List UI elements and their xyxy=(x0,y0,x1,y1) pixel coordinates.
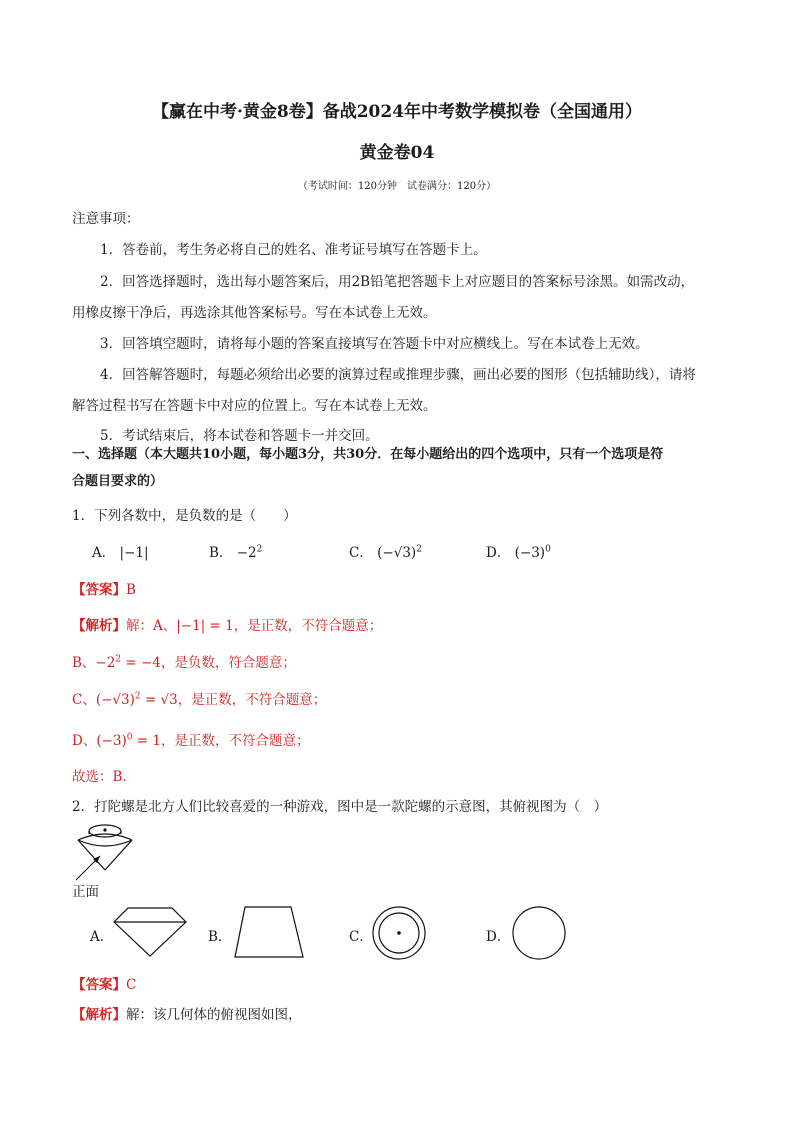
exam-info: （考试时间：120分钟 试卷满分：120分） xyxy=(297,181,497,192)
analysis-lead: 解：A、 xyxy=(126,618,177,634)
analysis-exponent: 2 xyxy=(134,691,141,702)
q2-option-d-label: D． xyxy=(486,929,511,945)
analysis-lead: B、 xyxy=(72,655,96,671)
answer-tag: 【答案】 xyxy=(72,582,126,598)
option-exponent: 2 xyxy=(256,544,263,555)
option-label: B． xyxy=(209,545,233,561)
analysis-exponent: 0 xyxy=(126,732,133,743)
q2-stem: 2．打陀螺是北方人们比较喜爱的一种游戏，图中是一款陀螺的示意图，其俯视图为（ ） xyxy=(72,799,608,815)
analysis-lead: C、 xyxy=(72,692,96,708)
answer-value: C xyxy=(126,977,137,993)
analysis-text: ，是正数，不符合题意； xyxy=(160,733,310,749)
q1-analysis-line-d xyxy=(72,729,309,749)
analysis-text: ，是正数，不符合题意； xyxy=(233,618,383,634)
notice-item-4b: 解答过程书写在答题卡中对应的位置上。写在本试卷上无效。 xyxy=(72,398,437,414)
analysis-tag: 【解析】 xyxy=(72,1007,126,1023)
figure-label-front: 正面 xyxy=(72,884,99,900)
answer-tag: 【答案】 xyxy=(72,977,126,993)
option-expression: −2 xyxy=(236,545,257,561)
q1-answer xyxy=(72,578,136,598)
notice-item-2a: 2．回答选择题时，选出每小题答案后，用2B铅笔把答题卡上对应题目的答案标号涂黑。如需改动， xyxy=(100,274,695,290)
q2-analysis xyxy=(72,1003,302,1023)
q1-analysis-line-c xyxy=(72,688,326,708)
analysis-lead: D、 xyxy=(72,733,97,749)
analysis-exponent: 2 xyxy=(115,654,122,665)
q2-option-b-label: B． xyxy=(208,929,232,945)
analysis-expression: (−√3) xyxy=(95,692,135,708)
analysis-tag: 【解析】 xyxy=(72,618,126,634)
analysis-expression-result: = 1 xyxy=(132,733,161,749)
option-expression: (−√3) xyxy=(377,545,417,561)
analysis-expression: |−1| = 1 xyxy=(176,618,234,634)
notice-item-1: 1．答卷前，考生务必将自己的姓名、准考证号填写在答题卡上。 xyxy=(100,242,487,258)
q1-conclusion: 故选：B． xyxy=(72,769,136,785)
option-label: C． xyxy=(349,545,373,561)
option-label: A． xyxy=(92,545,116,561)
analysis-expression: (−3) xyxy=(96,733,127,749)
option-expression: |−1| xyxy=(119,545,149,561)
q1-option-c xyxy=(349,541,422,561)
paper-subtitle: 黄金卷04 xyxy=(359,143,435,163)
option-exponent: 2 xyxy=(416,544,422,555)
q2-option-a-figure xyxy=(112,905,188,959)
option-expression: (−3) xyxy=(514,545,546,561)
q1-stem: 1．下列各数中，是负数的是（ ） xyxy=(72,508,297,524)
notice-item-3: 3．回答填空题时，请将每小题的答案直接填写在答题卡中对应横线上。写在本试卷上无效。 xyxy=(100,336,649,352)
q2-answer xyxy=(72,973,136,993)
q1-analysis-line-b xyxy=(72,651,296,671)
section-heading-a: 一、选择题（本大题共10小题，每小题3分，共30分．在每小题给出的四个选项中，只有一个选项是符 xyxy=(72,447,664,462)
analysis-text: ，是负数，符合题意； xyxy=(160,655,296,671)
analysis-expression-result: = √3 xyxy=(140,692,178,708)
analysis-text: ，是正数，不符合题意； xyxy=(177,692,327,708)
q1-option-b xyxy=(209,541,262,561)
notice-item-4a: 4．回答解答题时，每题必须给出必要的演算过程或推理步骤，画出必要的图形（包括辅助线），请将 xyxy=(100,367,696,383)
q2-option-c-label: C． xyxy=(349,929,373,945)
notice-item-5: 5．考试结束后，将本试卷和答题卡一并交回。 xyxy=(100,428,379,444)
analysis-text: 解：该几何体的俯视图如图， xyxy=(126,1007,302,1023)
page-title: 【赢在中考·黄金8卷】备战2024年中考数学模拟卷（全国通用） xyxy=(151,102,643,122)
notice-item-2b: 用橡皮擦干净后，再选涂其他答案标号。写在本试卷上无效。 xyxy=(72,305,437,321)
q2-option-c-figure xyxy=(371,905,427,961)
option-exponent: 0 xyxy=(545,544,551,555)
notice-heading: 注意事项： xyxy=(72,211,140,227)
q2-option-b-figure xyxy=(233,905,305,959)
answer-value: B xyxy=(126,582,136,598)
analysis-expression: −2 xyxy=(95,655,116,671)
option-label: D． xyxy=(486,545,511,561)
q1-option-d xyxy=(486,541,551,561)
q2-option-d-figure xyxy=(511,905,567,961)
analysis-expression-result: = −4 xyxy=(121,655,161,671)
section-heading-b: 合题目要求的） xyxy=(72,474,164,489)
q2-option-a-label: A． xyxy=(90,929,114,945)
q1-option-a xyxy=(92,541,149,561)
q1-analysis-line-a xyxy=(72,614,382,634)
spinning-top-figure xyxy=(70,822,140,882)
